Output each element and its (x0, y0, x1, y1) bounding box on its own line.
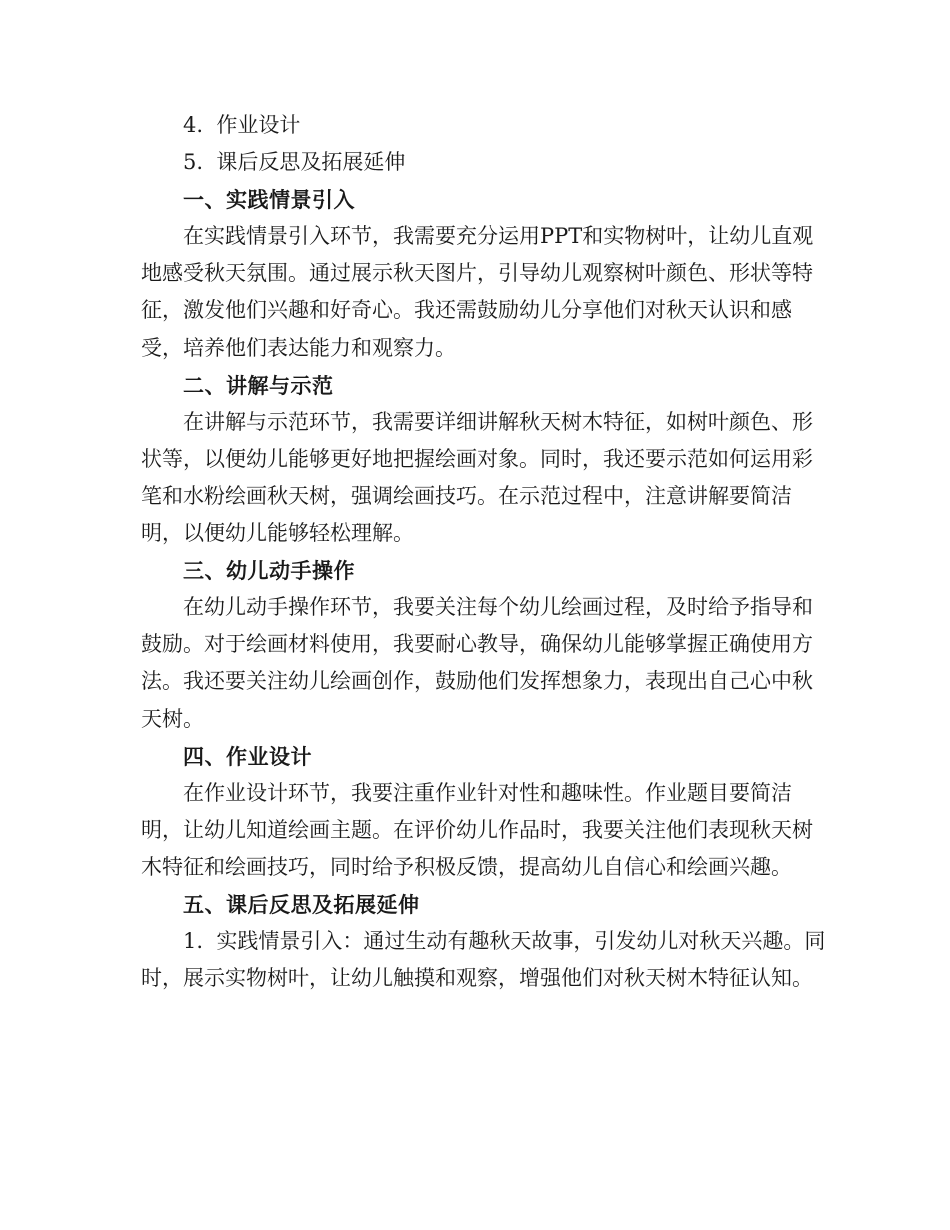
section-paragraph-5: 1. 实践情景引入：通过生动有趣秋天故事，引发幼儿对秋天兴趣。同时，展示实物树叶，让幼儿触摸和观察，增强他们对秋天树木特征认知。 (141, 929, 826, 991)
section-heading-5: 五、课后反思及拓展延伸 (183, 891, 420, 917)
section-heading-1: 一、实践情景引入 (183, 187, 355, 213)
document-body (141, 107, 831, 997)
outline-item-4: 4. 作业设计 (183, 113, 301, 137)
section-heading-2: 二、讲解与示范 (183, 372, 334, 398)
section-paragraph-1: 在实践情景引入环节，我需要充分运用PPT和实物树叶，让幼儿直观地感受秋天氛围。通过展示秋天图片，引导幼儿观察树叶颜色、形状等特征，激发他们兴趣和好奇心。我还需鼓励幼儿分享他们对秋天认识和感受，培养他们表达能力和观察力。 (141, 224, 814, 360)
section-paragraph-2: 在讲解与示范环节，我需要详细讲解秋天树木特征，如树叶颜色、形状等，以便幼儿能够更好地把握绘画对象。同时，我还要示范如何运用彩笔和水粉绘画秋天树，强调绘画技巧。在示范过程中，注意讲解要简洁明，以便幼儿能够轻松理解。 (141, 409, 813, 546)
section-paragraph-3: 在幼儿动手操作环节，我要关注每个幼儿绘画过程，及时给予指导和鼓励。对于绘画材料使用，我要耐心教导，确保幼儿能够掌握正确使用方法。我还要关注幼儿绘画创作，鼓励他们发挥想象力，表现出自己心中秋天树。 (141, 595, 813, 731)
outline-item-5: 5. 课后反思及拓展延伸 (183, 150, 406, 175)
section-heading-4: 四、作业设计 (183, 743, 312, 769)
section-heading-3: 三、幼儿动手操作 (183, 558, 355, 584)
section-paragraph-4: 在作业设计环节，我要注重作业针对性和趣味性。作业题目要简洁明，让幼儿知道绘画主题。在评价幼儿作品时，我要关注他们表现秋天树木特征和绘画技巧，同时给予积极反馈，提高幼儿自信心和绘画兴趣。 (141, 780, 813, 879)
